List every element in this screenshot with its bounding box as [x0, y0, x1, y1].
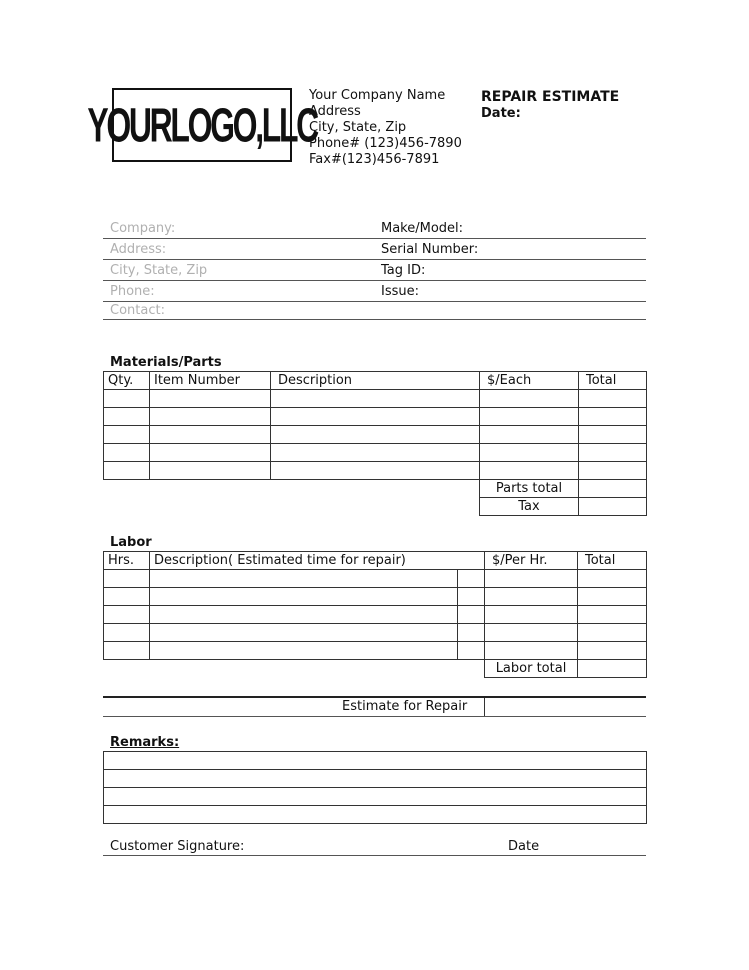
hrs-cell[interactable] [104, 606, 150, 624]
desc-cell[interactable] [271, 444, 480, 462]
labor-spacer-cell[interactable] [458, 642, 485, 660]
phone-field-label: Phone: [110, 284, 155, 299]
total-header: Total [579, 372, 647, 390]
desc-cell[interactable] [271, 462, 480, 480]
each-cell[interactable] [480, 426, 579, 444]
qty-cell[interactable] [104, 426, 150, 444]
company-info [309, 88, 462, 168]
hrs-cell[interactable] [104, 588, 150, 606]
date-label: Date: [481, 106, 521, 121]
signature-date-label: Date [508, 839, 540, 854]
labor-spacer-cell[interactable] [458, 588, 485, 606]
company-city: City, State, Zip [309, 120, 407, 135]
document-title: REPAIR ESTIMATE [481, 89, 620, 105]
item-cell[interactable] [150, 390, 271, 408]
total-cell[interactable] [579, 426, 647, 444]
estimate-label: Estimate for Repair [342, 699, 468, 714]
table-row [104, 770, 647, 788]
description-header: Description [271, 372, 480, 390]
table-row [104, 606, 647, 624]
qty-cell[interactable] [104, 444, 150, 462]
remarks-title: Remarks: [110, 735, 180, 750]
qty-cell[interactable] [104, 408, 150, 426]
remarks-line[interactable] [104, 752, 647, 770]
table-row [104, 642, 647, 660]
table-row [104, 752, 647, 770]
info-rule [103, 319, 646, 320]
desc-cell[interactable] [271, 426, 480, 444]
labor-line-total-cell[interactable] [578, 624, 647, 642]
customer-signature-label: Customer Signature: [110, 839, 245, 854]
each-cell[interactable] [480, 408, 579, 426]
info-rule [103, 259, 646, 260]
remarks-line[interactable] [104, 788, 647, 806]
labor-desc-cell[interactable] [150, 624, 458, 642]
estimate-bottom-rule [103, 716, 646, 717]
labor-desc-cell[interactable] [150, 588, 458, 606]
labor-total-row [104, 660, 647, 678]
issue-label: Issue: [381, 284, 419, 299]
labor-line-total-cell[interactable] [578, 588, 647, 606]
item-cell[interactable] [150, 462, 271, 480]
labor-description-header: Description( Estimated time for repair) [150, 552, 485, 570]
rate-cell[interactable] [485, 606, 578, 624]
qty-header: Qty. [104, 372, 150, 390]
tax-row [104, 498, 647, 516]
each-cell[interactable] [480, 462, 579, 480]
each-cell[interactable] [480, 444, 579, 462]
company-address: Address [309, 104, 361, 119]
company-fax: Fax#(123)456-7891 [309, 152, 440, 167]
labor-line-total-cell[interactable] [578, 570, 647, 588]
desc-cell[interactable] [271, 390, 480, 408]
remarks-table [103, 751, 647, 824]
company-field-label: Company: [110, 221, 176, 236]
parts-total-row [104, 480, 647, 498]
rate-cell[interactable] [485, 642, 578, 660]
remarks-line[interactable] [104, 806, 647, 824]
total-cell[interactable] [579, 390, 647, 408]
table-row [104, 788, 647, 806]
hrs-header: Hrs. [104, 552, 150, 570]
item-cell[interactable] [150, 444, 271, 462]
city-field-label: City, State, Zip [110, 263, 208, 278]
total-cell[interactable] [579, 444, 647, 462]
each-cell[interactable] [480, 390, 579, 408]
rate-header: $/Per Hr. [485, 552, 578, 570]
labor-spacer-cell[interactable] [458, 570, 485, 588]
tax-value[interactable] [579, 498, 647, 516]
table-row [104, 462, 647, 480]
company-logo [87, 88, 317, 162]
table-row [104, 408, 647, 426]
labor-desc-cell[interactable] [150, 642, 458, 660]
labor-desc-cell[interactable] [150, 606, 458, 624]
table-row [104, 588, 647, 606]
tag-id-label: Tag ID: [381, 263, 426, 278]
signature-line[interactable] [103, 855, 646, 856]
materials-title: Materials/Parts [110, 355, 222, 370]
item-cell[interactable] [150, 408, 271, 426]
total-cell[interactable] [579, 462, 647, 480]
labor-table [103, 551, 647, 678]
hrs-cell[interactable] [104, 570, 150, 588]
tax-label: Tax [480, 498, 579, 516]
materials-header-row [104, 372, 647, 390]
table-row [104, 624, 647, 642]
company-name: Your Company Name [309, 88, 446, 103]
labor-line-total-cell[interactable] [578, 606, 647, 624]
item-cell[interactable] [150, 426, 271, 444]
table-row [104, 444, 647, 462]
qty-cell[interactable] [104, 462, 150, 480]
labor-title: Labor [110, 535, 152, 550]
info-rule [103, 280, 646, 281]
make-model-label: Make/Model: [381, 221, 464, 236]
parts-total-value[interactable] [579, 480, 647, 498]
contact-field-label: Contact: [110, 303, 165, 318]
table-row [104, 426, 647, 444]
labor-spacer-cell[interactable] [458, 624, 485, 642]
info-rule [103, 301, 646, 302]
rate-cell[interactable] [485, 570, 578, 588]
materials-table [103, 371, 647, 516]
rate-cell[interactable] [485, 588, 578, 606]
serial-number-label: Serial Number: [381, 242, 479, 257]
estimate-divider [484, 698, 485, 716]
table-row [104, 570, 647, 588]
labor-total-label: Labor total [485, 660, 578, 678]
table-row [104, 390, 647, 408]
address-field-label: Address: [110, 242, 167, 257]
parts-total-label: Parts total [480, 480, 579, 498]
hrs-cell[interactable] [104, 624, 150, 642]
labor-spacer-cell[interactable] [458, 606, 485, 624]
labor-desc-cell[interactable] [150, 570, 458, 588]
rate-cell[interactable] [485, 624, 578, 642]
info-rule [103, 238, 646, 239]
total-cell[interactable] [579, 408, 647, 426]
labor-total-header: Total [578, 552, 647, 570]
labor-total-value[interactable] [578, 660, 647, 678]
hrs-cell[interactable] [104, 642, 150, 660]
logo-text: YOURLOGO,LLC [87, 97, 317, 152]
desc-cell[interactable] [271, 408, 480, 426]
labor-header-row [104, 552, 647, 570]
item-number-header: Item Number [150, 372, 271, 390]
company-phone: Phone# (123)456-7890 [309, 136, 462, 151]
table-row [104, 806, 647, 824]
remarks-line[interactable] [104, 770, 647, 788]
each-header: $/Each [480, 372, 579, 390]
qty-cell[interactable] [104, 390, 150, 408]
estimate-value[interactable] [486, 698, 646, 716]
labor-line-total-cell[interactable] [578, 642, 647, 660]
